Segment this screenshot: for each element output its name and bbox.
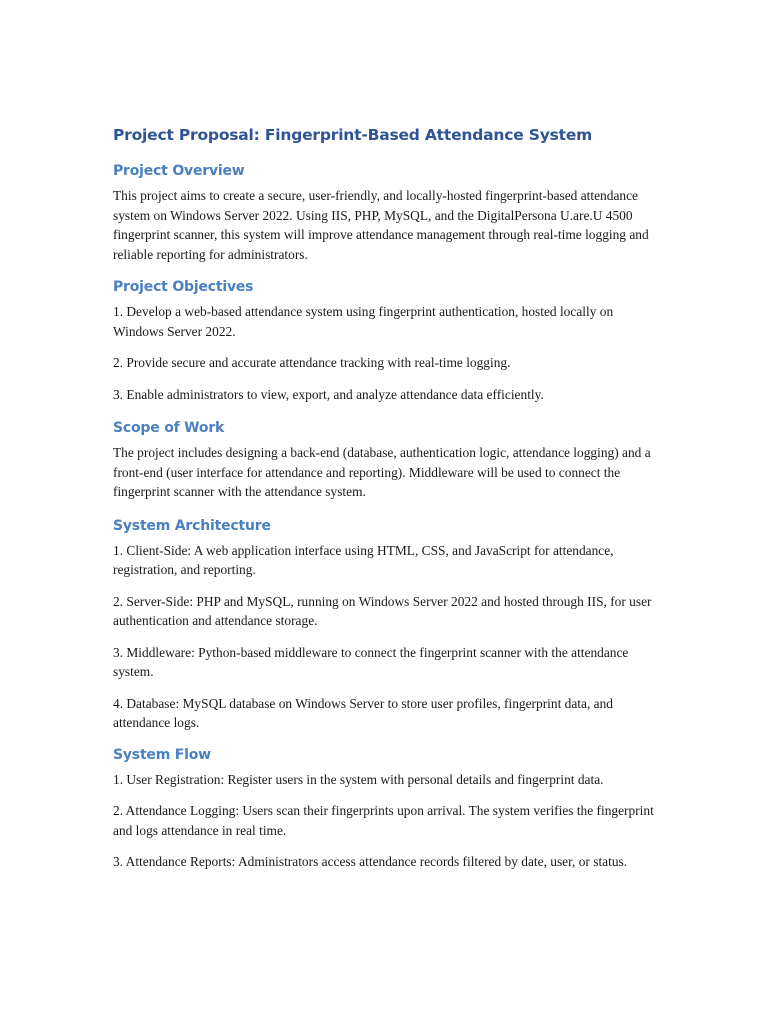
section-objectives	[113, 278, 658, 404]
flow-item: 3. Attendance Reports: Administrators access attendance records filtered by date, user, or status.	[113, 854, 628, 869]
section-overview	[113, 162, 658, 264]
overview-paragraph: This project aims to create a secure, user-friendly, and locally-hosted fingerprint-based attendance system on Windows Server 2022. Using IIS, PHP, MySQL, and the DigitalPersona U.are.U 4500 fingerprint scanner, this system will improve attendance management through real-time logging and reliable reporting for administrators.	[113, 188, 649, 262]
objective-item: 3. Enable administrators to view, export, and analyze attendance data efficiently.	[113, 386, 544, 402]
heading-project-objectives: Project Objectives	[113, 279, 254, 295]
architecture-item: 2. Server-Side: PHP and MySQL, running on Windows Server 2022 and hosted through IIS, for user authentication and attendance storage.	[113, 593, 652, 628]
flow-item: 1. User Registration: Register users in the system with personal details and fingerprint data.	[113, 771, 604, 787]
section-architecture	[113, 517, 658, 733]
document-body	[113, 125, 658, 885]
heading-scope-of-work: Scope of Work	[113, 420, 225, 436]
scope-paragraph: The project includes designing a back-end (database, authentication logic, attendance logging) and a front-end (user interface for attendance and reporting). Middleware will be used to connect the fingerprint scanner with the attendance system.	[113, 445, 651, 499]
architecture-item: 3. Middleware: Python-based middleware to connect the fingerprint scanner with the attendance system.	[113, 644, 629, 679]
objective-item: 2. Provide secure and accurate attendance tracking with real-time logging.	[113, 355, 511, 370]
document-title: Project Proposal: Fingerprint-Based Attendance System	[113, 126, 593, 144]
objective-item: 1. Develop a web-based attendance system using fingerprint authentication, hosted locally on Windows Server 2022.	[113, 304, 614, 339]
flow-item: 2. Attendance Logging: Users scan their fingerprints upon arrival. The system verifies the fingerprint and logs attendance in real time.	[113, 803, 654, 838]
heading-project-overview: Project Overview	[113, 163, 245, 179]
section-scope	[113, 419, 658, 502]
heading-system-flow: System Flow	[113, 746, 211, 763]
section-flow	[113, 746, 658, 872]
heading-system-architecture: System Architecture	[113, 517, 271, 534]
architecture-item: 4. Database: MySQL database on Windows Server to store user profiles, fingerprint data, and attendance logs.	[113, 695, 613, 730]
architecture-item: 1. Client-Side: A web application interface using HTML, CSS, and JavaScript for attendance, registration, and reporting.	[113, 542, 614, 577]
